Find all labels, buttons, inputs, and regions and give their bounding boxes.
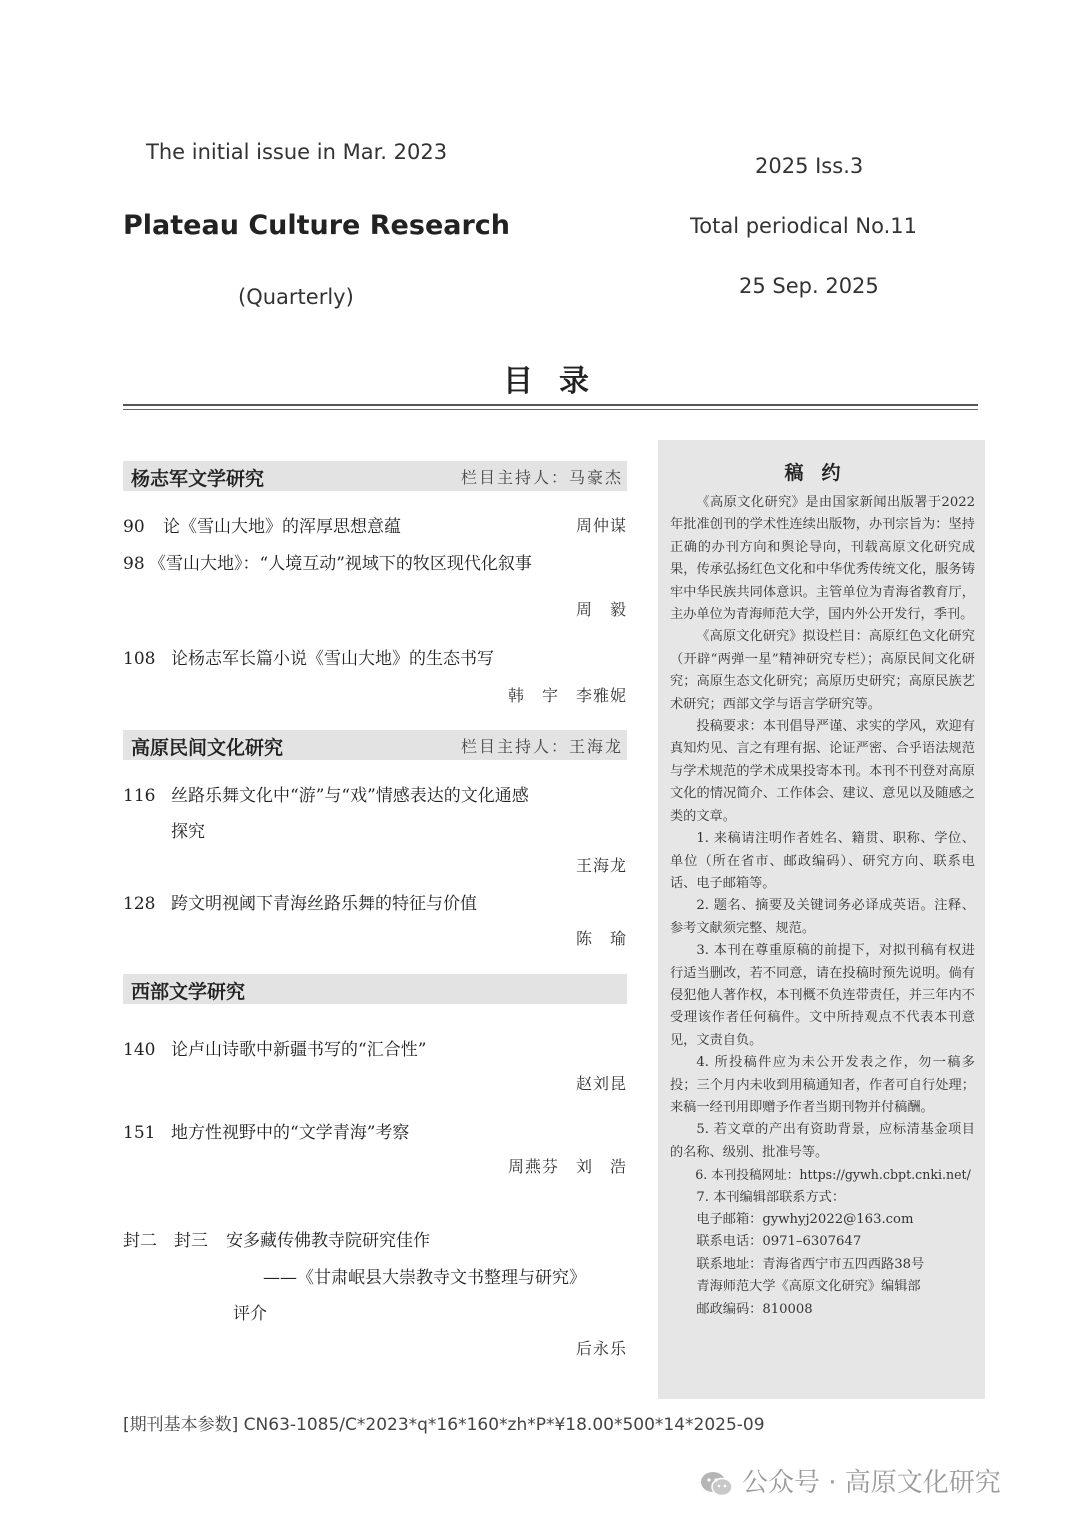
watermark-text: 公众号 · 高原文化研究	[742, 1468, 1001, 1498]
toc-article-title: 《雪山大地》：“人境互动”视域下的牧区现代化叙事	[149, 554, 532, 574]
section-title: 高原民间文化研究	[131, 737, 284, 759]
toc-page-number: 90	[123, 517, 145, 537]
cfp-paragraph: 5. 若文章的产出有资助背景，应标清基金项目的名称、级别、批准号等。	[670, 1122, 975, 1160]
toc-page-number: 140	[123, 1040, 156, 1060]
section-host: 栏目主持人：马豪杰	[460, 468, 623, 487]
cfp-email: 电子邮箱：gywhyj2022@163.com	[696, 1212, 914, 1227]
cfp-paragraph: 投稿要求：本刊倡导严谨、求实的学风，欢迎有真知灼见、言之有理有据、论证严密、合乎语法规范与学术规范的学术成果投寄本刊。本刊不刊登对高原文化的情况简介、工作体会、建议、意见以及随感之类的文章。	[670, 719, 975, 824]
toc-author: 周仲谋	[575, 516, 627, 535]
cover-subtitle: ——《甘肃岷县大崇教寺文书整理与研究》	[263, 1268, 586, 1288]
toc-entry[interactable]	[123, 549, 627, 574]
initial-issue-note: The initial issue in Mar. 2023	[146, 140, 448, 164]
heading-rule-thick	[123, 404, 978, 406]
total-periodical: Total periodical No.11	[690, 214, 917, 238]
section-host: 栏目主持人：王海龙	[460, 737, 623, 756]
toc-author: 周燕芬 刘 浩	[507, 1157, 627, 1176]
cfp-phone: 联系电话：0971–6307647	[696, 1234, 862, 1250]
toc-article-title: 论卢山诗歌中新疆书写的“汇合性”	[171, 1040, 427, 1060]
section-bar	[123, 730, 627, 760]
toc-author: 周 毅	[575, 600, 627, 619]
toc-page-number: 98	[123, 554, 145, 574]
cfp-paragraph: 3. 本刊在尊重原稿的前提下，对拟刊稿有权进行适当删改，若不同意，请在投稿时预先说明。倘有侵犯他人著作权，本刊概不负连带责任，并三年内不受理该作者任何稿件。文中所持观点不代表本刊意见，文责自负。	[670, 943, 975, 1048]
toc-article-title: 跨文明视阈下青海丝路乐舞的特征与价值	[171, 894, 477, 914]
toc-entry[interactable]	[123, 781, 627, 806]
issue-date: 25 Sep. 2025	[739, 274, 879, 298]
cfp-paragraph: 1. 来稿请注明作者姓名、籍贯、职称、学位、单位（所在省市、邮政编码）、研究方向、联系电话、电子邮箱等。	[670, 831, 975, 891]
toc-article-title: 地方性视野中的“文学青海”考察	[171, 1123, 410, 1143]
toc-page-number: 151	[123, 1123, 156, 1143]
section-title: 杨志军文学研究	[131, 468, 265, 490]
cover-entry[interactable]	[123, 1226, 627, 1251]
call-for-papers-title: 稿约	[784, 462, 859, 484]
wechat-icon	[700, 1471, 734, 1497]
cfp-paragraph: 2. 题名、摘要及关键词务必译成英语。注释、参考文献须完整、规范。	[670, 898, 975, 936]
section-bar	[123, 974, 627, 1004]
heading-rule-thin	[123, 409, 978, 410]
toc-author: 陈 瑜	[575, 929, 627, 948]
toc-author: 赵刘昆	[575, 1074, 627, 1093]
toc-article-title: 丝路乐舞文化中“游”与“戏”情感表达的文化通感	[171, 786, 529, 806]
cfp-paragraph: 4. 所投稿件应为未公开发表之作，勿一稿多投；三个月内未收到用稿通知者，作者可自行处理；来稿一经刊用即赠予作者当期刊物并付稿酬。	[670, 1055, 975, 1115]
toc-entry[interactable]	[123, 1118, 627, 1143]
call-for-papers-body	[670, 492, 975, 1321]
toc-heading: 目录	[503, 364, 615, 399]
toc-entry[interactable]	[123, 644, 627, 669]
cover-author: 后永乐	[575, 1339, 627, 1358]
call-for-papers-box	[658, 440, 985, 1399]
toc-page-number: 108	[123, 649, 156, 669]
journal-frequency: (Quarterly)	[238, 285, 354, 309]
toc-author: 王海龙	[575, 856, 627, 875]
section-title: 西部文学研究	[131, 981, 246, 1003]
toc-page-number: 128	[123, 894, 156, 914]
cfp-address: 联系地址：青海省西宁市五四西路38号	[696, 1256, 925, 1272]
issue-number: 2025 Iss.3	[755, 154, 864, 178]
toc-page-number: 116	[123, 786, 156, 806]
cfp-paragraph: 《高原文化研究》是由国家新闻出版署于2022年批准创刊的学术性连续出版物，办刊宗旨为：坚持正确的办刊方向和舆论导向，刊载高原文化研究成果，传承弘扬红色文化和中华优秀传统文化，服务铸牢中华民族共同体意识。主管单位为青海省教育厅，主办单位为青海师范大学，国内外公开发行，季刊。	[670, 495, 975, 623]
journal-parameters: [期刊基本参数] CN63-1085/C*2023*q*16*160*zh*P*¥18.00*500*14*2025-09	[123, 1415, 765, 1435]
cfp-submission-url: 6. 本刊投稿网址：https://gywh.cbpt.cnki.net/	[695, 1167, 971, 1183]
cfp-address-dept: 青海师范大学《高原文化研究》编辑部	[696, 1279, 921, 1295]
toc-author: 韩 宇 李雅妮	[507, 686, 627, 705]
cfp-postcode: 邮政编码：810008	[696, 1301, 813, 1317]
cover-pages: 封二 封三	[123, 1231, 208, 1251]
cover-subtitle-end: 评介	[233, 1304, 267, 1324]
journal-title: Plateau Culture Research	[123, 210, 511, 241]
toc-title-continuation: 探究	[171, 822, 205, 842]
wechat-watermark	[700, 1462, 1001, 1499]
toc-entry[interactable]	[123, 1035, 627, 1060]
toc-article-title: 论杨志军长篇小说《雪山大地》的生态书写	[171, 649, 494, 669]
toc-entry[interactable]	[123, 889, 627, 914]
toc-article-title: 论《雪山大地》的浑厚思想意蕴	[163, 517, 401, 537]
section-bar	[123, 461, 627, 491]
cfp-paragraph: 《高原文化研究》拟设栏目：高原红色文化研究（开辟“两弹一星”精神研究专栏）；高原民间文化研究；高原生态文化研究；高原历史研究；高原民族艺术研究；西部文学与语言学研究等。	[670, 629, 975, 712]
toc-entry[interactable]	[123, 512, 627, 537]
cover-title: 安多藏传佛教寺院研究佳作	[226, 1231, 430, 1251]
cfp-paragraph: 7. 本刊编辑部联系方式：	[696, 1189, 846, 1205]
